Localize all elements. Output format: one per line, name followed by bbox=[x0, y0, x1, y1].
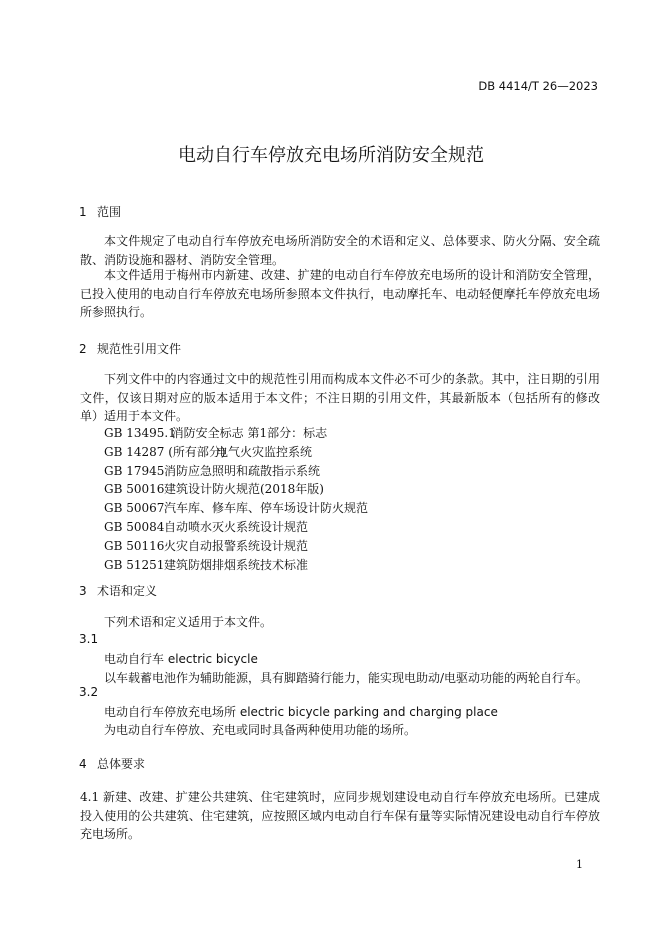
term-definition: 为电动自行车停放、充电或同时具备两种使用功能的场所。 bbox=[104, 723, 417, 737]
reference-code: GB 50067 bbox=[104, 501, 165, 516]
reference-code: GB 50084 bbox=[104, 519, 165, 534]
reference-code: GB 51251 bbox=[104, 557, 165, 572]
reference-name: 消防安全标志 第1部分：标志 bbox=[171, 426, 328, 440]
reference-name: 消防应急照明和疏散指示系统 bbox=[164, 463, 321, 478]
reference-list bbox=[104, 424, 368, 574]
reference-name: 自动喷水灭火系统设计规范 bbox=[164, 519, 309, 534]
term-heading: 电动自行车停放充电场所 electric bicycle parking and charging place bbox=[104, 705, 498, 719]
reference-code: GB 50016 bbox=[104, 482, 165, 497]
reference-item bbox=[104, 480, 368, 499]
section-title: 范围 bbox=[97, 205, 122, 219]
paragraph: 4.1 新建、改建、扩建公共建筑、住宅建筑时，应同步规划建设电动自行车停放充电场所。已建成投入使用的公共建筑、住宅建筑，应按照区域内电动自行车保有量等实际情况建设电动自行车停放充电场所。 bbox=[80, 790, 600, 842]
term-heading: 电动自行车 electric bicycle bbox=[104, 652, 258, 666]
reference-name: 汽车库、修车库、停车场设计防火规范 bbox=[164, 501, 369, 516]
section-3-heading bbox=[79, 582, 157, 599]
reference-code: GB 17945 bbox=[104, 463, 165, 478]
reference-item bbox=[104, 537, 368, 556]
term-definition: 以车载蓄电池作为辅助能源，具有脚踏骑行能力，能实现电助动/电驱动功能的两轮自行车。 bbox=[104, 671, 589, 685]
section-title: 术语和定义 bbox=[97, 584, 158, 598]
section-1-heading bbox=[79, 203, 121, 220]
reference-item bbox=[104, 499, 368, 518]
page-number: 1 bbox=[576, 858, 583, 871]
reference-name: 建筑设计防火规范(2018年版) bbox=[164, 482, 324, 497]
reference-item bbox=[104, 424, 368, 443]
reference-code: GB 50116 bbox=[104, 538, 165, 553]
paragraph: 下列文件中的内容通过文中的规范性引用而构成本文件必不可少的条款。其中，注日期的引用文件，仅该日期对应的版本适用于本文件；不注日期的引用文件，其最新版本（包括所有的修改单）适用于本文件。 bbox=[80, 372, 600, 424]
section-number: 2 bbox=[79, 342, 87, 356]
standard-number: DB 4414/T 26—2023 bbox=[478, 79, 598, 93]
reference-item bbox=[104, 556, 368, 575]
document-title: 电动自行车停放充电场所消防安全规范 bbox=[178, 145, 484, 166]
reference-code: GB 14287 (所有部分) bbox=[104, 444, 226, 459]
paragraph: 下列术语和定义适用于本文件。 bbox=[104, 615, 273, 629]
section-2-heading bbox=[79, 340, 181, 357]
paragraph: 本文件适用于梅州市内新建、改建、扩建的电动自行车停放充电场所的设计和消防安全管理，已投入使用的电动自行车停放充电场所参照本文件执行，电动摩托车、电动轻便摩托车停放充电场所参照执行。 bbox=[80, 268, 600, 320]
paragraph: 本文件规定了电动自行车停放充电场所消防安全的术语和定义、总体要求、防火分隔、安全疏散、消防设施和器材、消防安全管理。 bbox=[80, 234, 600, 267]
reference-item bbox=[104, 518, 368, 537]
section-title: 总体要求 bbox=[97, 757, 146, 771]
reference-code: GB 13495.1 bbox=[104, 426, 176, 440]
section-number: 3 bbox=[79, 584, 87, 598]
section-number: 4 bbox=[79, 757, 87, 771]
reference-item bbox=[104, 462, 368, 481]
section-number: 1 bbox=[79, 205, 87, 219]
reference-item bbox=[104, 443, 368, 462]
term-number: 3.1 bbox=[79, 632, 99, 646]
reference-name: 火灾自动报警系统设计规范 bbox=[164, 538, 309, 553]
section-title: 规范性引用文件 bbox=[97, 342, 182, 356]
term-number: 3.2 bbox=[79, 685, 99, 699]
reference-name: 建筑防烟排烟系统技术标准 bbox=[164, 557, 309, 572]
section-4-heading bbox=[79, 755, 145, 772]
reference-name: 电气火灾监控系统 bbox=[216, 444, 313, 459]
